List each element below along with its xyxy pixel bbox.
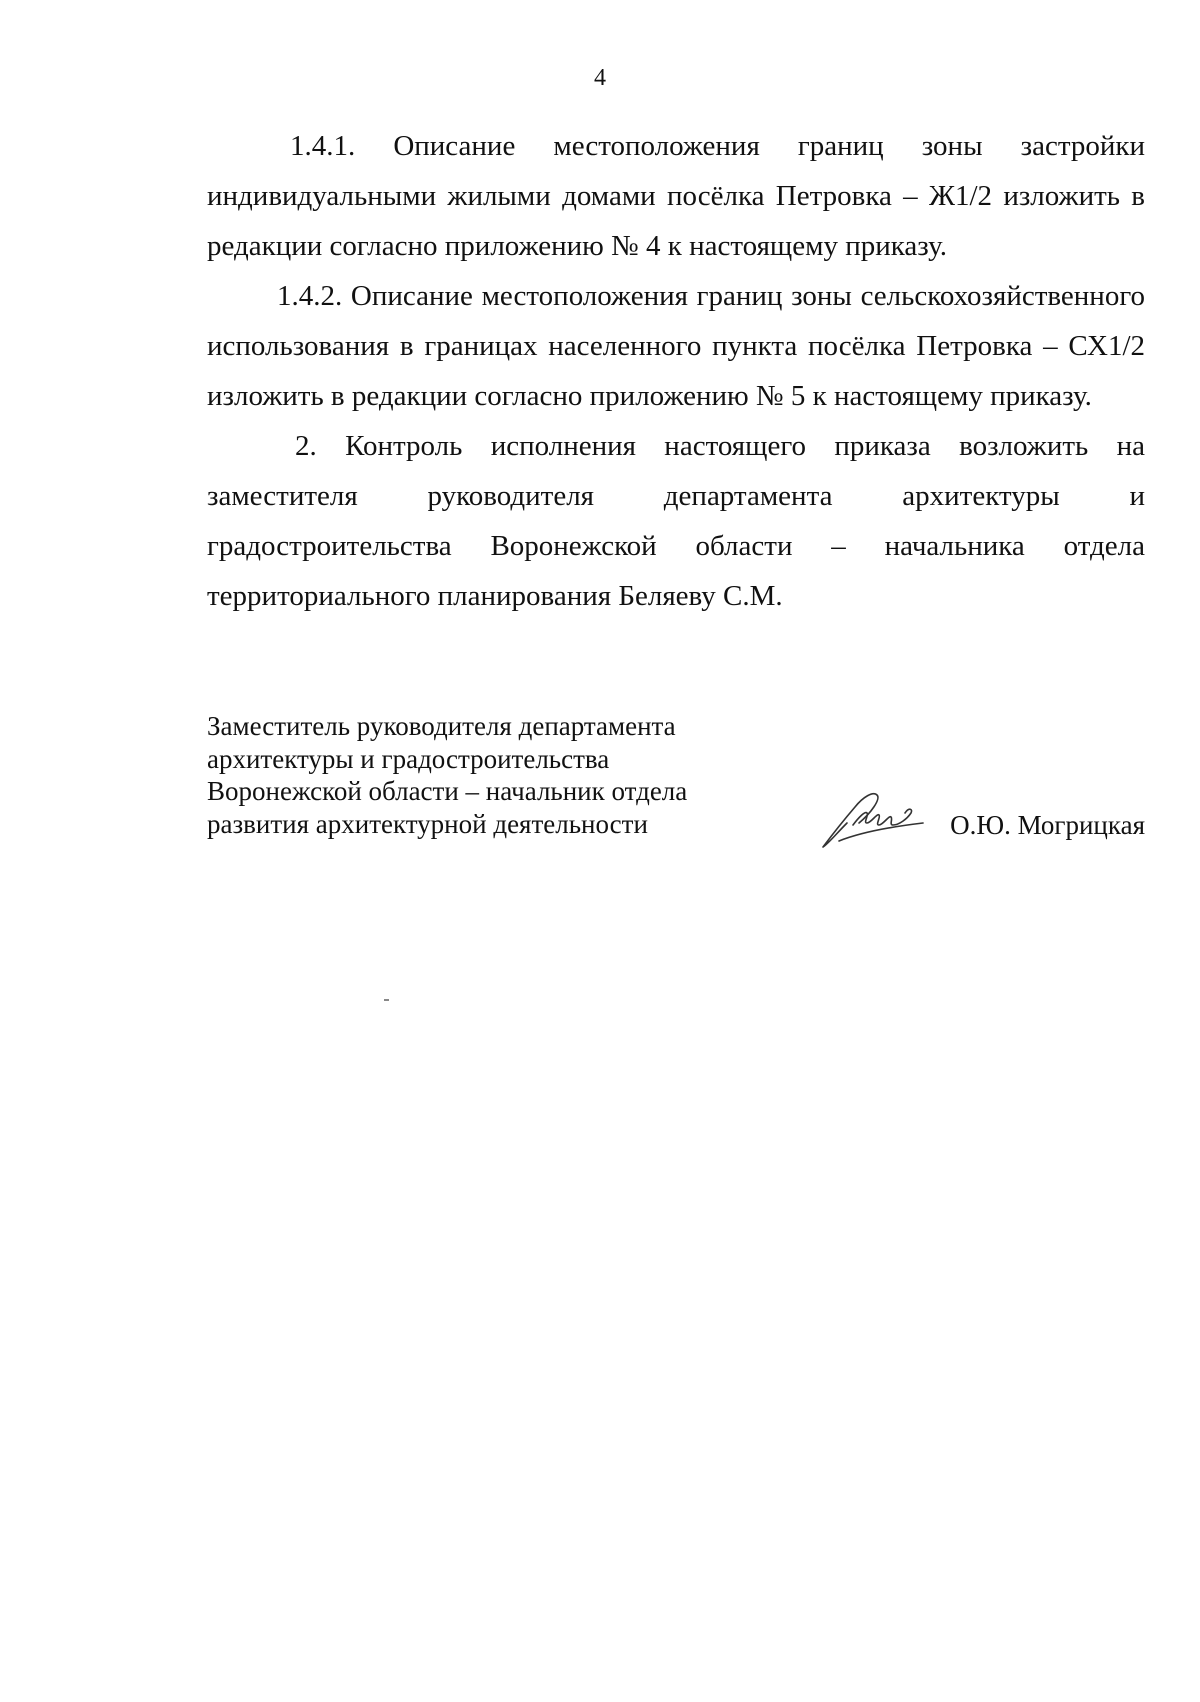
- signatory-position: [207, 710, 767, 840]
- signatory-position-line: развития архитектурной деятельности: [207, 808, 648, 839]
- paragraph-1-4-2: 1.4.2. Описание местоположения границ зоны сельскохозяйственного использования в границах населенного пункта посёлка Петровка – СХ1/2 изложить в редакции согласно приложению № 5 к настоящему приказу.: [207, 280, 1145, 412]
- page-number: 4: [594, 65, 606, 91]
- paragraph-2: 2. Контроль исполнения настоящего приказа возложить на заместителя руководителя департамента архитектуры и градостроительства Воронежской области – начальника отдела территориального планирования Беляеву С.М.: [207, 430, 1145, 612]
- signatory-name: О.Ю. Могрицкая: [950, 810, 1145, 840]
- signatory-position-line: Заместитель руководителя департамента: [207, 711, 676, 741]
- signatory-position-line: Воронежской области – начальник отдела: [207, 776, 688, 806]
- scan-speck: [384, 999, 389, 1001]
- document-body: [207, 121, 1145, 621]
- paragraph-1-4-1: 1.4.1. Описание местоположения границ зоны застройки индивидуальными жилыми домами посёлка Петровка – Ж1/2 изложить в редакции согласно приложению № 4 к настоящему приказу.: [207, 130, 1145, 262]
- signatory-position-line: архитектуры и градостроительства: [207, 743, 610, 774]
- handwritten-signature-icon: [819, 783, 929, 851]
- signature-block: [207, 710, 1145, 870]
